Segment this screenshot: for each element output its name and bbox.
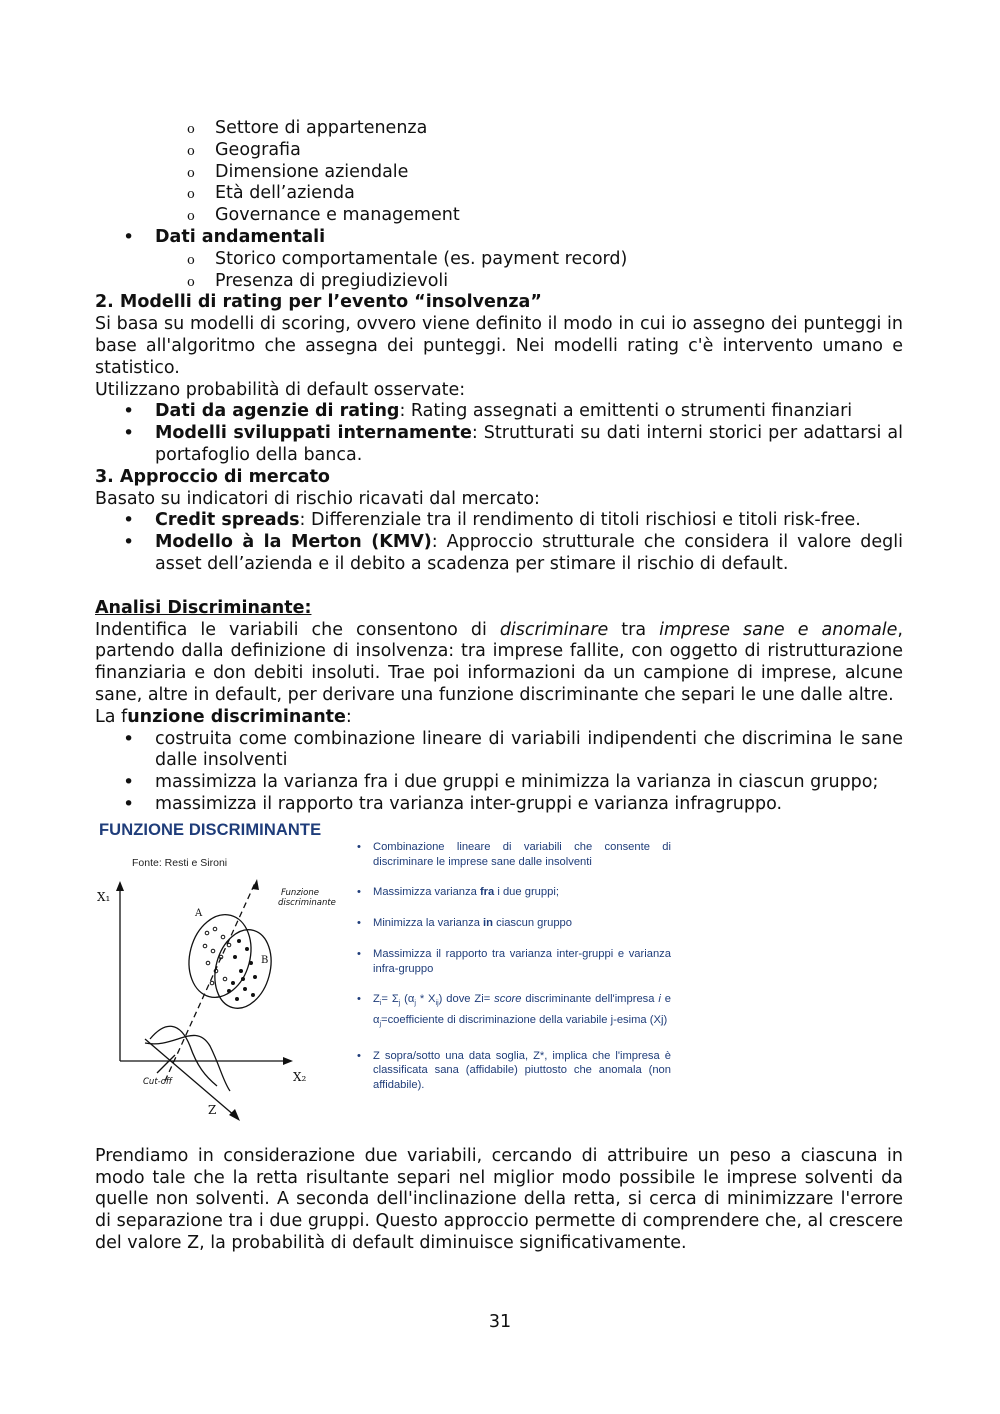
list-item <box>95 401 903 423</box>
bullet-text: : Approccio strutturale che considera il valore degli asset dell’azienda e il debito a scadenza per stimare il rischio di default. <box>155 532 903 574</box>
list-item: • costruita come combinazione lineare di variabili indipendenti che discrimina le sane dalle insolventi <box>95 729 903 773</box>
list-item <box>95 510 903 532</box>
funzione-label: Funzione <box>281 887 319 898</box>
list-item: o Età dell’azienda <box>95 183 903 205</box>
list-item: • Massimizza varianza fra i due gruppi; <box>353 885 671 900</box>
bullet-text: : Differenziale tra il rendimento di titoli rischiosi e titoli risk-free. <box>299 510 861 531</box>
figure-title: FUNZIONE DISCRIMINANTE <box>99 820 322 839</box>
criteria-sublist <box>95 118 903 227</box>
group-b-label: B <box>261 954 269 966</box>
list-item: o Dimensione aziendale <box>95 162 903 184</box>
section3-heading: 3. Approccio di mercato <box>95 466 330 487</box>
bullet-term: Modello à la Merton (KMV) <box>155 532 432 553</box>
page-number: 31 <box>488 1312 512 1332</box>
list-item <box>95 423 903 467</box>
section3-bullets <box>95 510 903 575</box>
bullet-term: Credit spreads <box>155 510 300 531</box>
group-a-points <box>203 927 231 985</box>
list-item: • massimizza il rapporto tra varianza inter-gruppi e varianza infragruppo. <box>95 794 903 816</box>
section3-intro: Basato su indicatori di rischio ricavati dal mercato: <box>95 488 540 509</box>
list-item: • Z sopra/sotto una data soglia, Z*, implica che l'impresa è classificata sana (affidabile) piuttosto che anomala (non affidabile). <box>353 1049 671 1093</box>
dati-andamentali-sublist <box>95 249 903 293</box>
discriminant-diagram <box>95 871 345 1131</box>
funzione-intro: La funzione discriminante: <box>95 706 352 727</box>
section2-bullets <box>95 401 903 466</box>
x2-arrow-icon <box>283 1057 293 1065</box>
section2-intro: Utilizzano probabilità di default osservate: <box>95 379 466 400</box>
analisi-paragraph: Indentifica le variabili che consentono di discriminare tra imprese sane e anomale, partendo dalla definizione di insolvenza: tra imprese fallite, con oggetto di ristrutturazione finanziaria e don debiti insoluti. Trae poi informazioni da un campione di imprese, alcune sane, altre in default, per derivare una funzione discriminante che separi le une dalle altre. <box>95 619 903 705</box>
figure-source: Fonte: Resti e Sironi <box>132 856 228 869</box>
list-item: • Combinazione lineare di variabili che consente di discriminare le imprese sane dalle insolventi <box>353 840 671 870</box>
bullet-term: Dati da agenzie di rating <box>155 401 400 422</box>
list-item: • Minimizza la varianza in ciascun gruppo <box>353 916 671 931</box>
z-label: Z <box>208 1102 217 1117</box>
x1-arrow-icon <box>116 881 124 891</box>
z-arrow-icon <box>229 1109 240 1121</box>
list-item: • $Z_i= \Sigma_j$ $(\alpha_j * X_{ij})$ dove Zi= score discriminante dell'impresa i e $\alpha_j=coefficiente$ di discriminazione della variabile j-esima (Xj) <box>353 992 671 1032</box>
list-item: o Settore di appartenenza <box>95 118 903 140</box>
cutoff-label: Cut-off <box>143 1076 173 1087</box>
bullet-term: Modelli sviluppati internamente <box>155 423 472 444</box>
funzione-bullets <box>95 729 903 816</box>
closing-paragraph: Prendiamo in considerazione due variabili, cercando di attribuire un peso a ciascuna in modo tale che la retta risultante separi nel miglior modo possibile le imprese solventi da quelle non solventi. A seconda dell'inclinazione della retta, si cerca di minimizzare l'errore di separazione tra i due gruppi. Questo approccio permette di comprendere che, al crescere del valore Z, la probabilità di default diminuisce significativamente. <box>95 1145 903 1253</box>
section2-heading: 2. Modelli di rating per l’evento “insolvenza” <box>95 292 542 313</box>
x2-label: X₂ <box>293 1069 307 1084</box>
group-a-label: A <box>195 907 203 919</box>
group-b-ellipse <box>207 923 280 1014</box>
discriminant-figure <box>95 816 903 1136</box>
list-item <box>95 532 903 576</box>
discriminante-label: discriminante <box>278 897 336 908</box>
page-content <box>95 118 903 1255</box>
analisi-heading: Analisi Discriminante: <box>95 597 312 618</box>
list-item: • massimizza la varianza fra i due gruppi e minimizza la varianza in ciascun gruppo; <box>95 772 903 794</box>
figure-bullets <box>353 840 671 1093</box>
section2-paragraph: Si basa su modelli di scoring, ovvero viene definito il modo in cui io assegno dei punteggi in base all'algoritmo che assegna dei punteggi. Nei modelli rating c'è intervento umano e statistico. <box>95 314 903 378</box>
list-item: o Storico comportamentale (es. payment record) <box>95 249 903 271</box>
bullet-text: : Rating assegnati a emittenti o strumenti finanziari <box>399 401 853 422</box>
dati-andamentali-label: Dati andamentali <box>155 226 326 247</box>
list-item <box>95 227 903 249</box>
list-item: o Geografia <box>95 140 903 162</box>
x1-label: X₁ <box>97 889 111 904</box>
bullet-text: : Strutturati su dati interni storici per adattarsi al portafoglio della banca. <box>155 423 904 465</box>
list-item: o Governance e management <box>95 205 903 227</box>
dati-andamentali-list <box>95 227 903 249</box>
list-item: • Massimizza il rapporto tra varianza inter-gruppi e varianza infra-gruppo <box>353 947 671 977</box>
discriminant-arrow-icon <box>252 879 259 890</box>
list-item: o Presenza di pregiudizievoli <box>95 271 903 293</box>
